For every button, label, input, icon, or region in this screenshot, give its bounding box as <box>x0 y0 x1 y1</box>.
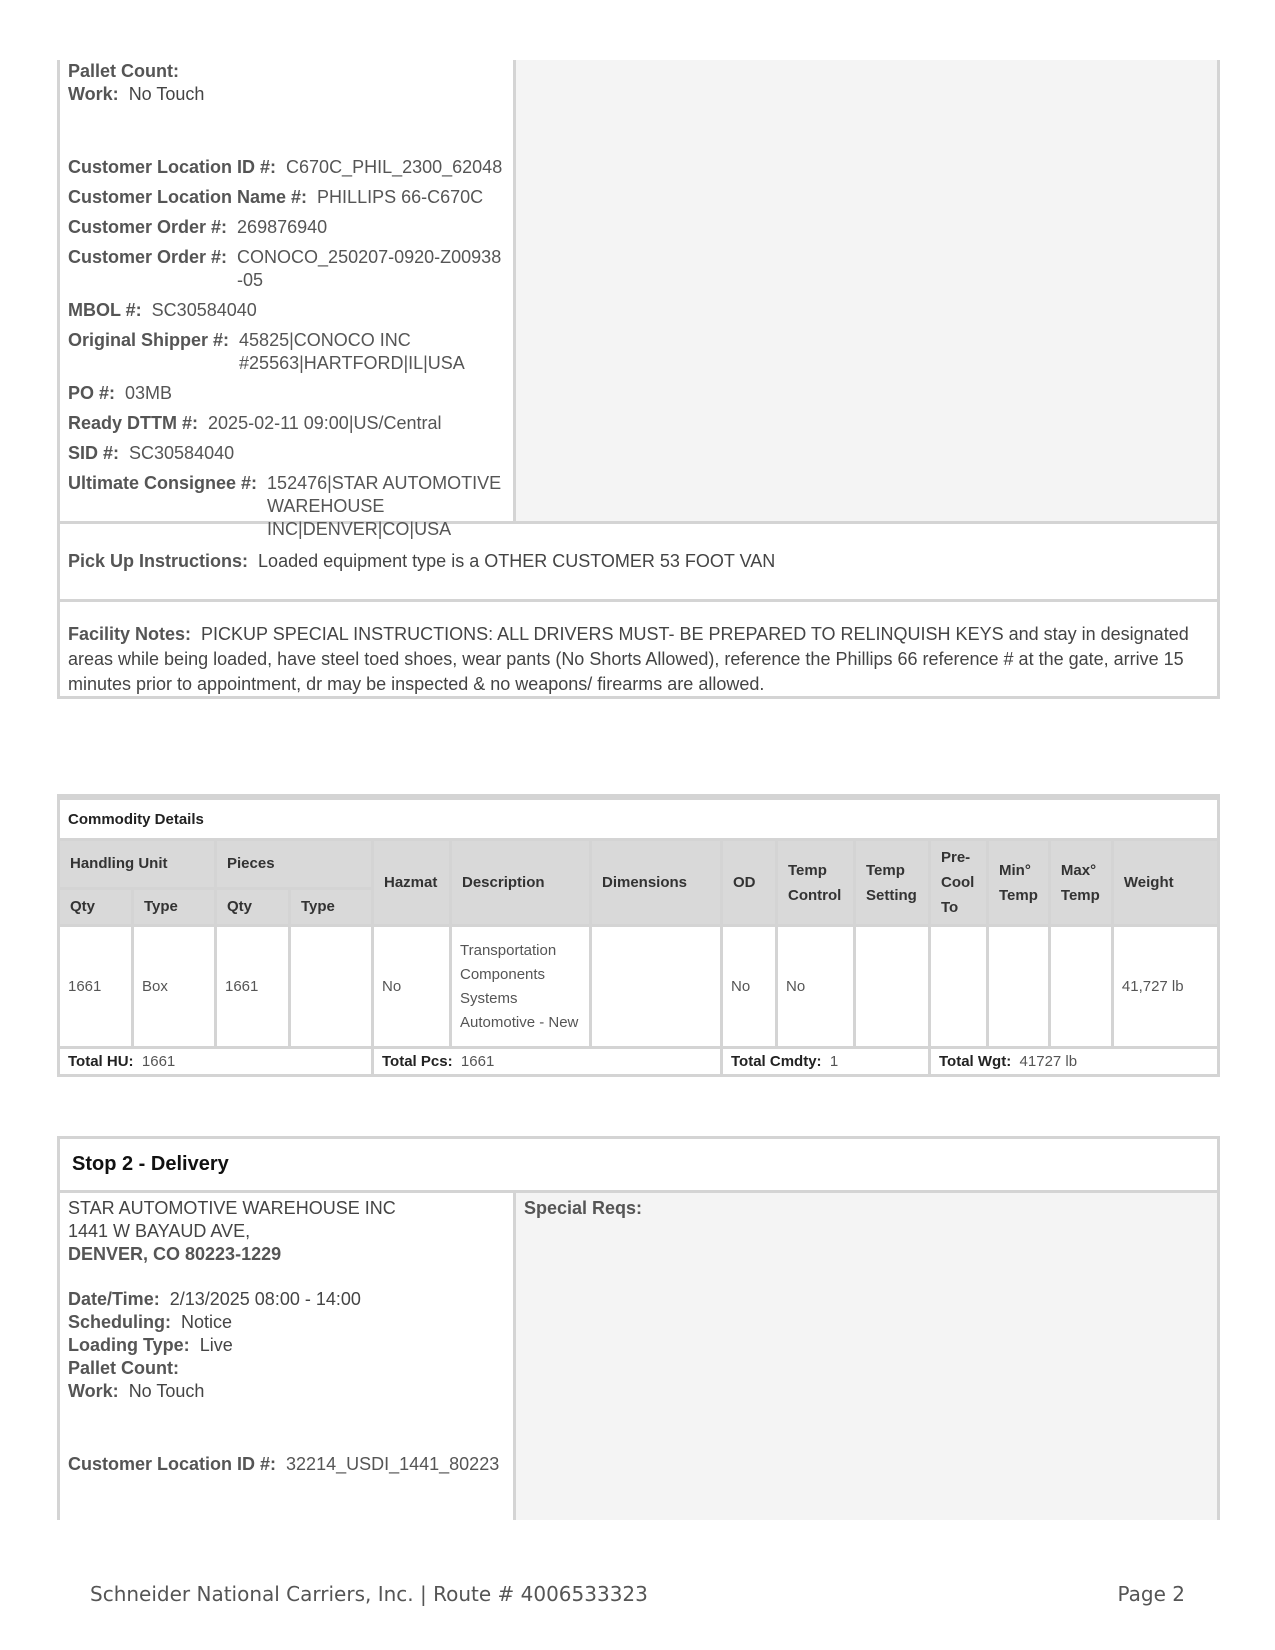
header-hu-qty: Qty <box>59 888 133 925</box>
total-hu: Total HU: 1661 <box>59 1048 373 1076</box>
header-max-temp: Max° Temp <box>1049 840 1112 926</box>
stop2-scheduling-value: Notice <box>181 1312 233 1332</box>
field-sid: SID #: SC30584040 <box>68 443 235 463</box>
pallet-count-label: Pallet Count: <box>68 61 179 81</box>
stop2-left-column <box>60 1193 516 1520</box>
cell-hazmat: No <box>373 926 451 1048</box>
stop2-section <box>57 1136 1220 1520</box>
totals-row <box>59 1048 1219 1076</box>
field-customer-order-1: Customer Order #: 269876940 <box>68 217 328 237</box>
cell-hu-qty: 1661 <box>59 926 133 1048</box>
header-temp-setting: Temp Setting <box>855 840 930 926</box>
stop2-pallet-label: Pallet Count: <box>68 1358 179 1378</box>
stop2-city: DENVER, CO 80223-1229 <box>68 1244 282 1264</box>
stop2-customer-location-id: Customer Location ID #: 32214_USDI_1441_80223 <box>68 1454 500 1474</box>
stop2-street: 1441 W BAYAUD AVE, <box>68 1221 251 1241</box>
header-dimensions: Dimensions <box>591 840 722 926</box>
cell-temp-setting <box>855 926 930 1048</box>
field-customer-order-2: Customer Order #: CONOCO_250207-0920-Z00938-05 <box>68 247 502 290</box>
work-label: Work: <box>68 84 119 104</box>
field-po: PO #: 03MB <box>68 383 173 403</box>
field-original-shipper: Original Shipper #: 45825|CONOCO INC #25563|HARTFORD|IL|USA <box>68 330 465 373</box>
pickup-instructions-value: Loaded equipment type is a OTHER CUSTOMER 53 FOOT VAN <box>258 551 776 571</box>
header-weight: Weight <box>1112 840 1218 926</box>
field-customer-location-name: Customer Location Name #: PHILLIPS 66-C670C <box>68 187 484 207</box>
stop2-scheduling-label: Scheduling: <box>68 1312 171 1332</box>
facility-notes-value: PICKUP SPECIAL INSTRUCTIONS: ALL DRIVERS MUST- BE PREPARED TO RELINQUISH KEYS and stay in designated areas while being loaded, have steel toed shoes, wear pants (No Shorts Allowed), reference the Phillips 66 reference # at the gate, arrive 15 minutes prior to appointment, dr may be inspected & no weapons/ firearms are allowed. <box>68 624 1189 694</box>
field-ready-dttm: Ready DTTM #: 2025-02-11 09:00|US/Central <box>68 413 442 433</box>
pickup-instructions-label: Pick Up Instructions: <box>68 551 249 571</box>
stop1-details-panel <box>57 60 1220 539</box>
special-reqs-label: Special Reqs: <box>524 1198 643 1218</box>
header-description: Description <box>451 840 591 926</box>
header-hu-type: Type <box>133 888 216 925</box>
header-od: OD <box>722 840 777 926</box>
header-hazmat: Hazmat <box>373 840 451 926</box>
header-min-temp: Min° Temp <box>988 840 1050 926</box>
header-handling-unit: Handling Unit <box>59 840 216 889</box>
header-pieces: Pieces <box>216 840 373 889</box>
stop2-work-label: Work: <box>68 1381 119 1401</box>
cell-temp-control: No <box>777 926 855 1048</box>
commodity-details <box>57 794 1220 1077</box>
cell-weight: 41,727 lb <box>1112 926 1218 1048</box>
header-pre-cool-to: Pre-Cool To <box>930 840 988 926</box>
stop2-loading-value: Live <box>199 1335 233 1355</box>
stop1-left-column <box>60 60 516 539</box>
commodity-details-title: Commodity Details <box>59 799 1219 840</box>
cell-pc-type <box>290 926 373 1048</box>
table-row <box>59 926 1219 1048</box>
stop1-right-column <box>516 60 1217 521</box>
cell-dimensions <box>591 926 722 1048</box>
stop2-right-column <box>516 1193 1217 1520</box>
work-value: No Touch <box>128 84 205 104</box>
facility-notes-label: Facility Notes: <box>68 624 192 644</box>
total-wgt: Total Wgt: 41727 lb <box>930 1048 1219 1076</box>
field-ultimate-consignee: Ultimate Consignee #: 152476|STAR AUTOMOTIVE WAREHOUSE INC|DENVER|CO|USA <box>68 473 502 539</box>
stop2-work-value: No Touch <box>128 1381 205 1401</box>
cell-max-temp <box>1049 926 1112 1048</box>
stop2-loading-label: Loading Type: <box>68 1335 190 1355</box>
total-pcs: Total Pcs: 1661 <box>373 1048 722 1076</box>
header-pc-type: Type <box>290 888 373 925</box>
cell-description: Transportation Components Systems Automotive - New <box>451 926 591 1048</box>
stop2-date-value: 2/13/2025 08:00 - 14:00 <box>169 1289 361 1309</box>
footer-route: Schneider National Carriers, Inc. | Route # 4006533323 <box>90 1582 648 1606</box>
header-pc-qty: Qty <box>216 888 290 925</box>
stop1-field-list <box>68 156 505 541</box>
cell-pc-qty: 1661 <box>216 926 290 1048</box>
cell-hu-type: Box <box>133 926 216 1048</box>
stop2-name: STAR AUTOMOTIVE WAREHOUSE INC <box>68 1198 396 1218</box>
field-customer-location-id: Customer Location ID #: C670C_PHIL_2300_62048 <box>68 157 503 177</box>
pickup-instructions-panel <box>57 524 1220 602</box>
stop2-title: Stop 2 - Delivery <box>60 1139 1217 1193</box>
stop2-date-label: Date/Time: <box>68 1289 160 1309</box>
header-temp-control: Temp Control <box>777 840 855 926</box>
total-cmdty: Total Cmdty: 1 <box>722 1048 930 1076</box>
field-mbol: MBOL #: SC30584040 <box>68 300 257 320</box>
cell-pre-cool <box>930 926 988 1048</box>
facility-notes-panel <box>57 602 1220 699</box>
cell-od: No <box>722 926 777 1048</box>
footer-page-number: Page 2 <box>1117 1582 1185 1606</box>
cell-min-temp <box>988 926 1050 1048</box>
